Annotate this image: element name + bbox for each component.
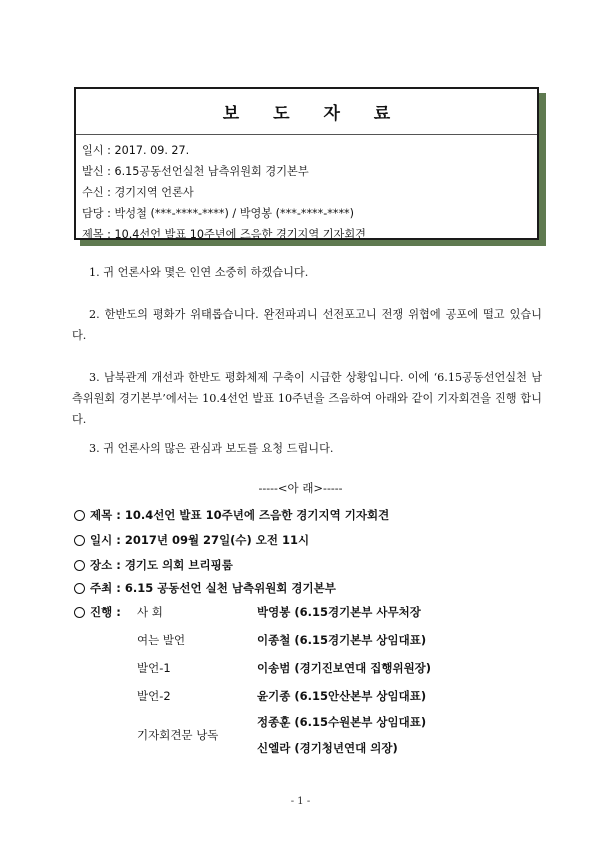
- circle-bullet-icon: [74, 583, 85, 594]
- notice-divider: -----<아 래>-----: [258, 481, 343, 495]
- circle-bullet-icon: [74, 535, 85, 546]
- meta-recipient: 수신 : 경기지역 언론사: [82, 185, 194, 199]
- meta-contact: 담당 : 박성철 (***-****-****) / 박영봉 (***-****-****): [82, 206, 355, 220]
- notice-place-text: 장소 : 경기도 의회 브리핑룸: [90, 558, 233, 572]
- program-name: 박영봉 (6.15경기본부 사무처장: [257, 605, 421, 619]
- notice-place: [74, 557, 233, 573]
- notice-host-text: 주최 : 6.15 공동선언 실천 남측위원회 경기본부: [90, 581, 336, 595]
- press-release-header: [74, 87, 539, 240]
- notice-subject-text: 제목 : 10.4선언 발표 10주년에 즈음한 경기지역 기자회견: [90, 508, 390, 522]
- program-name: 윤기종 (6.15안산본부 상임대표): [257, 689, 427, 703]
- paragraph-4: 3. 귀 언론사의 많은 관심과 보도를 요청 드립니다.: [89, 442, 334, 455]
- notice-datetime-text: 일시 : 2017년 09월 27일(수) 오전 11시: [90, 533, 310, 547]
- meta-subject: 제목 : 10.4선언 발표 10주년에 즈음한 경기지역 기자회견: [82, 227, 366, 241]
- program-name: 정종훈 (6.15수원본부 상임대표): [257, 715, 427, 729]
- paragraph-1: 1. 귀 언론사와 몇은 인연 소중히 하겠습니다.: [89, 266, 309, 279]
- meta-sender: 발신 : 6.15공동선언실천 남측위원회 경기본부: [82, 164, 309, 178]
- meta-date: 일시 : 2017. 09. 27.: [82, 143, 190, 157]
- program-role: 발언-2: [137, 689, 171, 703]
- program-role: 기자회견문 낭독: [137, 728, 219, 742]
- circle-bullet-icon: [74, 607, 85, 618]
- program-name: 이종철 (6.15경기본부 상임대표): [257, 633, 427, 647]
- header-meta: [76, 135, 537, 244]
- circle-bullet-icon: [74, 560, 85, 571]
- notice-subject: [74, 507, 389, 523]
- document-title: 보 도 자 료: [76, 89, 537, 135]
- page-number: - 1 -: [290, 796, 311, 807]
- program-name: 신엘라 (경기청년연대 의장): [257, 741, 398, 755]
- program-name: 이송범 (경기진보연대 집행위원장): [257, 661, 432, 675]
- notice-program-label: 진행 :: [90, 605, 121, 619]
- notice-datetime: [74, 532, 309, 548]
- program-role: 사 회: [137, 605, 163, 619]
- circle-bullet-icon: [74, 510, 85, 521]
- paragraph-3: 3. 남북관계 개선과 한반도 평화체제 구축이 시급한 상황입니다. 이에 ‘6.15공동선언실천 남측위원회 경기본부’에서는 10.4선언 발표 10주년을 즈음하여 아래와 같이 기자회견을 진행 합니다.: [72, 371, 542, 426]
- notice-host: [74, 580, 336, 596]
- paragraph-2: 2. 한반도의 평화가 위태롭습니다. 완전파괴니 선전포고니 전쟁 위협에 공포에 떨고 있습니다.: [72, 308, 542, 342]
- notice-program: [74, 604, 121, 620]
- program-role: 여는 발언: [137, 633, 186, 647]
- program-role: 발언-1: [137, 661, 171, 675]
